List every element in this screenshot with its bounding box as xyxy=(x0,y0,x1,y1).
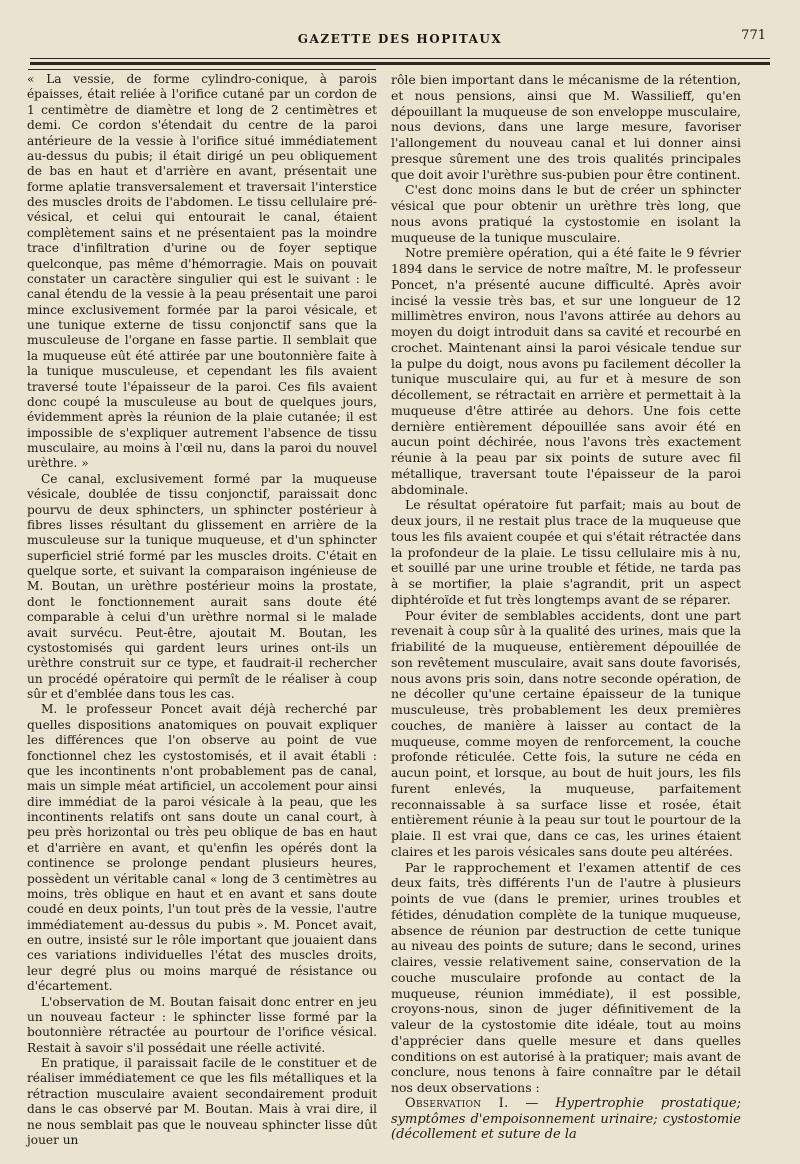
paragraph: Par le rapprochement et l'examen attentif de ces deux faits, très différents l'un de l'autre à plusieurs points de vue (dans le premier, urines troubles et fétides, dénudation complète de la tunique muqueuse, absence de réunion par destruction de cette tunique au niveau des points de suture; dans le second, urines claires, vessie relativement saine, conservation de la couche musculaire profonde au contact de la muqueuse, réunion immédiate), il est possible, croyons-nous, sinon de juger définitivement de la valeur de la cystostomie dite idéale, tout au moins d'apprécier dans quelle mesure et dans quelles conditions on est autorisé à la pratiquer; mais avant de conclure, nous tenons à faire connaître par le détail nos deux observations : xyxy=(391,859,741,1095)
paragraph: rôle bien important dans le mécanisme de la rétention, et nous pensions, ainsi que M. Wassilieff, qu'en dépouillant la muqueuse de son enveloppe musculaire, nous devions, dans une large mesure, favoriser l'allongement du nouveau canal et lui donner ainsi presque sûrement une des trois qualités principales que doit avoir l'urèthre sus-pubien pour être continent. xyxy=(391,72,741,182)
paragraph: Le résultat opératoire fut parfait; mais au bout de deux jours, il ne restait plus trace de la muqueuse que tous les fils avaient coupée et qui s'était rétractée dans la profondeur de la plaie. Le tissu cellulaire mis à nu, et souillé par une urine trouble et fétide, ne tarda pas à se mortifier, la plaie s'agrandit, prit un aspect diphtéroïde et fut très longtemps avant de se réparer. xyxy=(391,497,741,607)
observation-label: Observation I. xyxy=(405,1095,509,1111)
column-rule xyxy=(28,69,376,70)
observation-heading xyxy=(391,1096,741,1143)
left-column xyxy=(27,72,377,1148)
paragraph: Pour éviter de semblables accidents, dont une part revenait à coup sûr à la qualité des urines, mais que la friabilité de la muqueuse, entièrement dépouillée de son revêtement musculaire, avait sans doute favorisés, nous avons pris soin, dans notre seconde opération, de ne décoller qu'une certaine épaisseur de la tunique musculeuse, très probablement les deux premières couches, de manière à laisser au contact de la muqueuse, comme moyen de renforcement, la couche profonde réticulée. Cette fois, la suture ne céda en aucun point, et lorsque, au bout de huit jours, les fils furent enlevés, la muqueuse, parfaitement reconnaissable à sa surface lisse et rosée, était entièrement réunie à la peau sur tout le pourtour de la plaie. Il est vrai que, dans ce cas, les urines étaient claires et les parois vésicales sans doute peu altérées. xyxy=(391,607,741,859)
paragraph: M. le professeur Poncet avait déjà recherché par quelles dispositions anatomiques on pouvait expliquer les différences que l'on observe au point de vue fonctionnel chez les cystostomisés, et il avait établi : que les incontinents n'ont probablement pas de canal, mais un simple méat artificiel, un accolement pour ainsi dire immédiat de la paroi vésicale à la peau, que les incontinents relatifs ont sans doute un canal court, à peu près horizontal ou très peu oblique de bas en haut et d'arrière en avant, et qu'enfin les opérés dont la continence se prolonge pendant plusieurs heures, possèdent un véritable canal « long de 3 centimètres au moins, très oblique en haut et en avant et sans doute coudé en deux points, l'un tout près de la vessie, l'autre immédiatement au-dessus du pubis ». M. Poncet avait, en outre, insisté sur le rôle important que jouaient dans ces variations individuelles l'état des muscles droits, leur degré plus ou moins marqué de résistance ou d'écartement. xyxy=(27,702,377,994)
page-header xyxy=(30,28,770,50)
header-rule-thick xyxy=(30,62,770,65)
header-rule-thin xyxy=(30,58,770,59)
paragraph: C'est donc moins dans le but de créer un sphincter vésical que pour obtenir un urèthre très long, que nous avons pratiqué la cystostomie en isolant la muqueuse de la tunique musculaire. xyxy=(391,182,741,245)
running-head: GAZETTE DES HOPITAUX xyxy=(297,32,503,46)
paragraph: « La vessie, de forme cylindro-conique, à parois épaisses, était reliée à l'orifice cutané par un cordon de 1 centimètre de diamètre et long de 2 centimètres et demi. Ce cordon s'étendait du centre de la paroi antérieure de la vessie à l'orifice situé immédiatement au-dessus du pubis; il était dirigé un peu obliquement de bas en haut et d'arrière en avant, présentait une forme aplatie transversalement et traversait l'interstice des muscles droits de l'abdomen. Le tissu cellulaire pré-vésical, et celui qui entourait le canal, étaient complètement sains et ne présentaient pas la moindre trace d'infiltration d'urine ou de foyer septique quelconque, pas même d'hémorragie. Mais on pouvait constater un caractère singulier qui est le suivant : le canal étendu de la vessie à la peau présentait une paroi mince exclusivement formée par la paroi vésicale, et une tunique externe de tissu conjonctif sans que la musculeuse de l'organe en fasse partie. Il semblait que la muqueuse eût été attirée par une boutonnière faite à la tunique musculeuse, et cependant les fils avaient traversé toute l'épaisseur de la paroi. Ces fils avaient donc coupé la musculeuse au bout de quelques jours, évidemment après la réunion de la plaie cutanée; il est impossible de s'expliquer autrement l'absence de tissu musculaire, au moins à l'œil nu, dans la paroi du nouvel urèthre. » xyxy=(27,72,377,471)
paragraph: En pratique, il paraissait facile de le constituer et de réaliser immédiatement ce que les fils métalliques et la rétraction musculaire avaient secondairement produit dans le cas observé par M. Boutan. Mais à vrai dire, il ne nous semblait pas que le nouveau sphincter lisse dût jouer un xyxy=(27,1056,377,1147)
paragraph: L'observation de M. Boutan faisait donc entrer en jeu un nouveau facteur : le sphincter lisse formé par la boutonnière rétractée au pourtour de l'orifice vésical. Restait à savoir s'il possédait une réelle activité. xyxy=(27,994,377,1055)
paragraph: Ce canal, exclusivement formé par la muqueuse vésicale, doublée de tissu conjonctif, paraissait donc pourvu de deux sphincters, un sphincter postérieur à fibres lisses résultant du glissement en arrière de la musculeuse sur la tunique muqueuse, et d'un sphincter superficiel strié formé par les muscles droits. C'était en quelque sorte, et suivant la comparaison ingénieuse de M. Boutan, un urèthre postérieur moins la prostate, dont le fonctionnement aurait sans doute été comparable à celui d'un urèthre normal si le malade avait survécu. Peut-être, ajoutait M. Boutan, les cystostomisés qui gardent leurs urines ont-ils un urèthre construit sur ce type, et faudrait-il rechercher un procédé opératoire qui permît de le réaliser à coup sûr et d'emblée dans tous les cas. xyxy=(27,471,377,701)
paragraph: Notre première opération, qui a été faite le 9 février 1894 dans le service de notre maître, M. le professeur Poncet, n'a présenté aucune difficulté. Après avoir incisé la vessie très bas, et sur une longueur de 12 millimètres environ, nous l'avons attirée au dehors au moyen du doigt introduit dans sa cavité et recourbé en crochet. Maintenant ainsi la paroi vésicale tendue sur la pulpe du doigt, nous avons pu facilement décoller la tunique musculaire qui, au fur et à mesure de son décollement, se rétractait en arrière et permettait à la muqueuse d'être attirée au dehors. Une fois cette dernière entièrement dépouillée sans avoir été en aucun point déchirée, nous l'avons très exactement réunie à la peau par six points de suture avec fil métallique, traversant toute l'épaisseur de la paroi abdominale. xyxy=(391,245,741,497)
page-number: 771 xyxy=(741,28,766,43)
observation-dash: — xyxy=(508,1095,556,1111)
observation-title: Hypertrophie prostatique; symptômes d'empoisonnement urinaire; cystostomie (décollement et suture de la xyxy=(391,1095,741,1143)
right-column xyxy=(391,72,741,1143)
